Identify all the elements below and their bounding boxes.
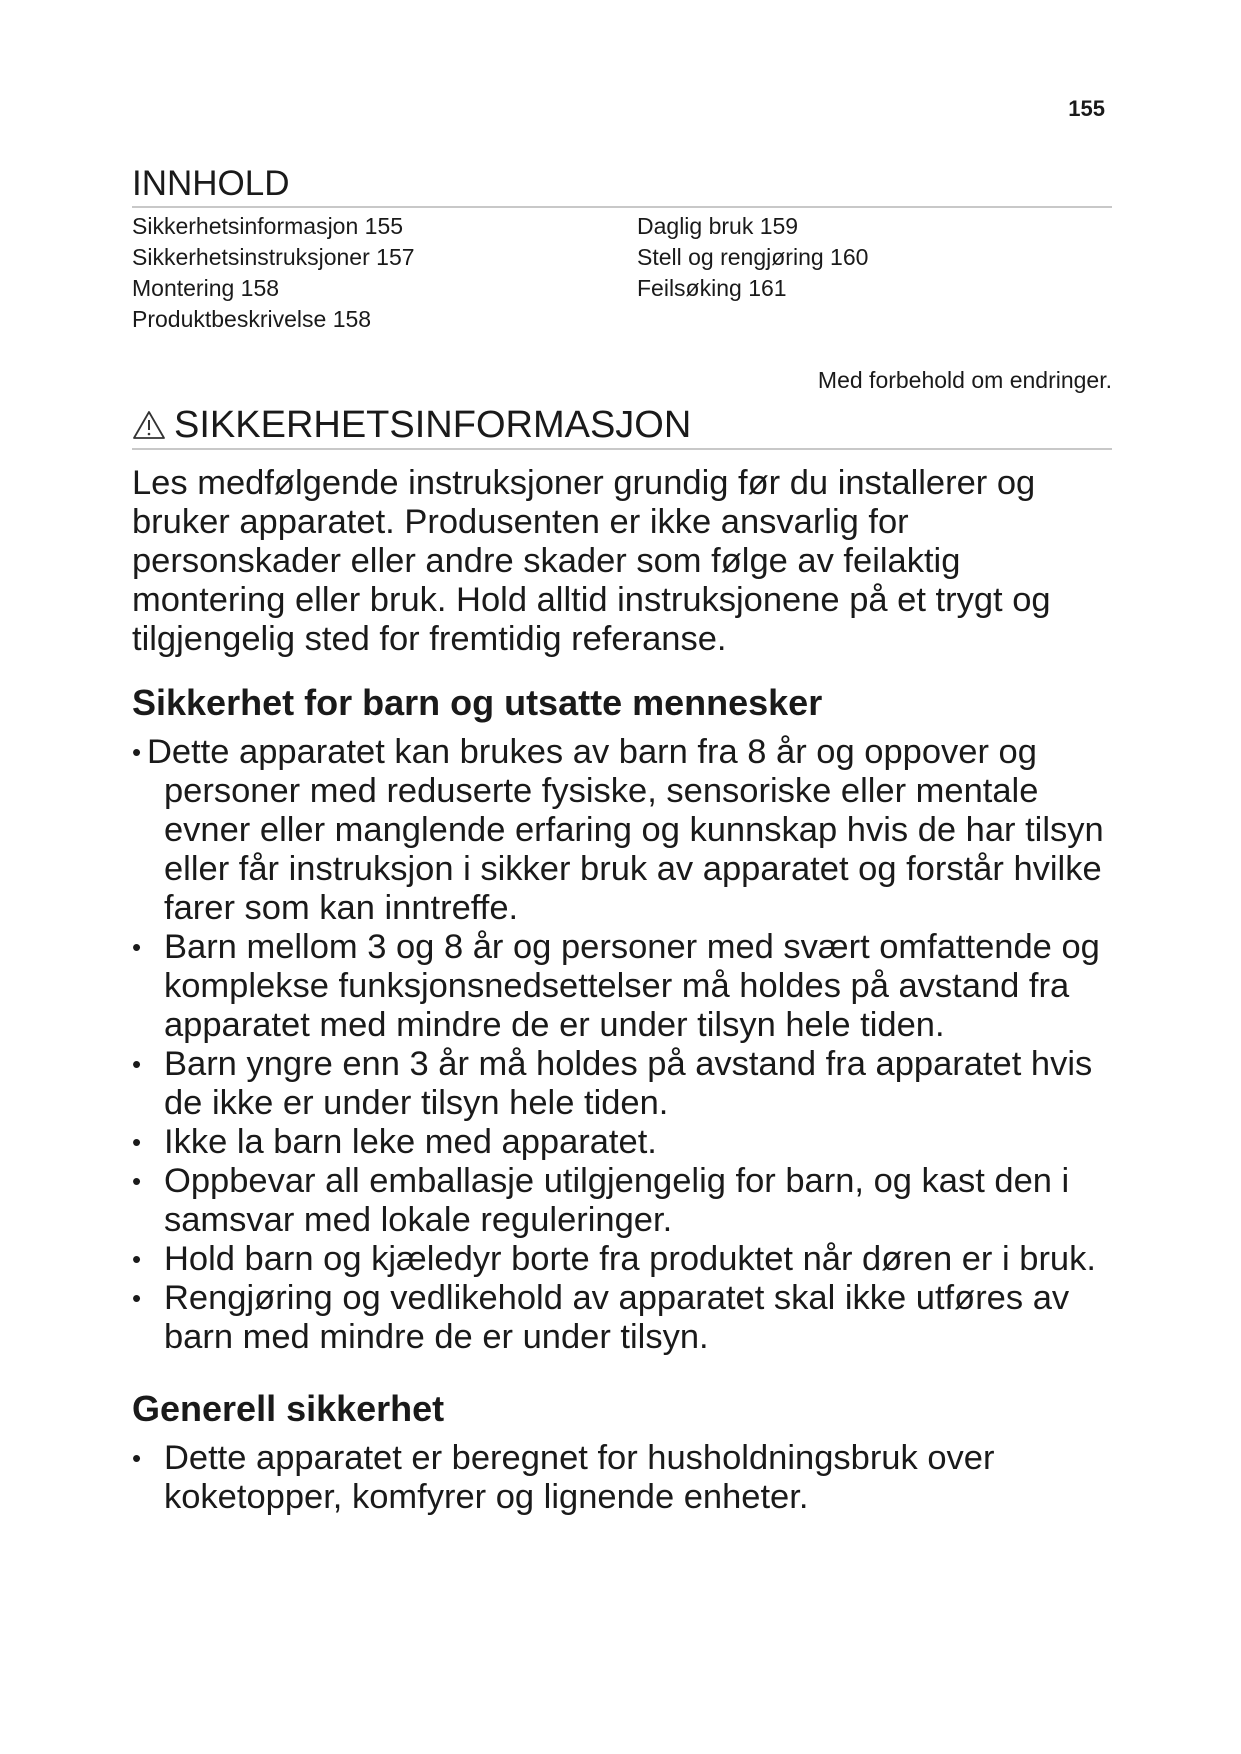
safety-section-title [132,402,1112,448]
bullet-icon: • [132,1283,142,1313]
toc-left-column [132,211,637,335]
bullet-icon: • [132,1443,142,1473]
children-safety-heading: Sikkerhet for barn og utsatte mennesker [132,682,823,723]
list-item: • Ikke la barn leke med apparatet. [132,1123,657,1161]
list-item: • Barn mellom 3 og 8 år og personer med svært omfattende og komplekse funksjonsnedsettelser må holdes på avstand fra apparatet med mindre de er under tilsyn hele tiden. [132,928,1100,1044]
list-item: • Dette apparatet er beregnet for husholdningsbruk over koketopper, komfyrer og lignende enheter. [132,1439,995,1516]
toc-title: INNHOLD [132,164,290,203]
list-item: • Hold barn og kjæledyr borte fra produktet når døren er i bruk. [132,1240,1096,1278]
toc-entry[interactable]: Produktbeskrivelse 158 [132,306,372,332]
toc-entry[interactable]: Feilsøking 161 [637,275,787,301]
toc-entry[interactable]: Stell og rengjøring 160 [637,244,869,270]
toc-divider [132,206,1112,208]
general-safety-heading: Generell sikkerhet [132,1388,445,1429]
list-item: • Barn yngre enn 3 år må holdes på avstand fra apparatet hvis de ikke er under tilsyn hele tiden. [132,1045,1093,1122]
bullet-icon: • [132,1127,142,1157]
toc-entry[interactable]: Daglig bruk 159 [637,213,799,239]
toc-entry[interactable]: Sikkerhetsinformasjon 155 [132,213,404,239]
page-number: 155 [1068,96,1105,121]
safety-divider [132,448,1112,450]
bullet-icon: • [132,1244,142,1274]
table-of-contents [132,211,1112,335]
children-safety-list [132,733,1112,1357]
bullet-icon: • [132,932,142,962]
intro-paragraph: Les medfølgende instruksjoner grundig før du installerer og bruker apparatet. Produsenten er ikke ansvarlig for personskader eller andre skader som følge av feilaktig montering eller bruk. Hold alltid instruksjonene på et trygt og tilgjengelig sted for fremtidig referanse. [132,464,1051,658]
safety-section-title-text: SIKKERHETSINFORMASJON [174,404,692,446]
bullet-icon: • [132,1166,142,1196]
toc-right-column [637,211,1112,335]
disclaimer-text: Med forbehold om endringer. [817,367,1112,393]
general-safety-list [132,1439,1112,1517]
list-item: • Rengjøring og vedlikehold av apparatet skal ikke utføres av barn med mindre de er under tilsyn. [132,1279,1070,1356]
list-item: • Dette apparatet kan brukes av barn fra 8 år og oppover og personer med reduserte fysiske, sensoriske eller mentale evner eller manglende erfaring og kunnskap hvis de har tilsyn eller får instruksjon i sikker bruk av apparatet og forstår hvilke farer som kan inntreffe. [132,733,1104,927]
page-content [132,162,1112,1517]
list-item: • Oppbevar all emballasje utilgjengelig for barn, og kast den i samsvar med lokale reguleringer. [132,1162,1070,1239]
warning-triangle-icon [132,409,166,441]
bullet-icon: • [132,1049,142,1079]
toc-entry[interactable]: Sikkerhetsinstruksjoner 157 [132,244,415,270]
toc-entry[interactable]: Montering 158 [132,275,280,301]
bullet-icon: • [132,737,142,767]
